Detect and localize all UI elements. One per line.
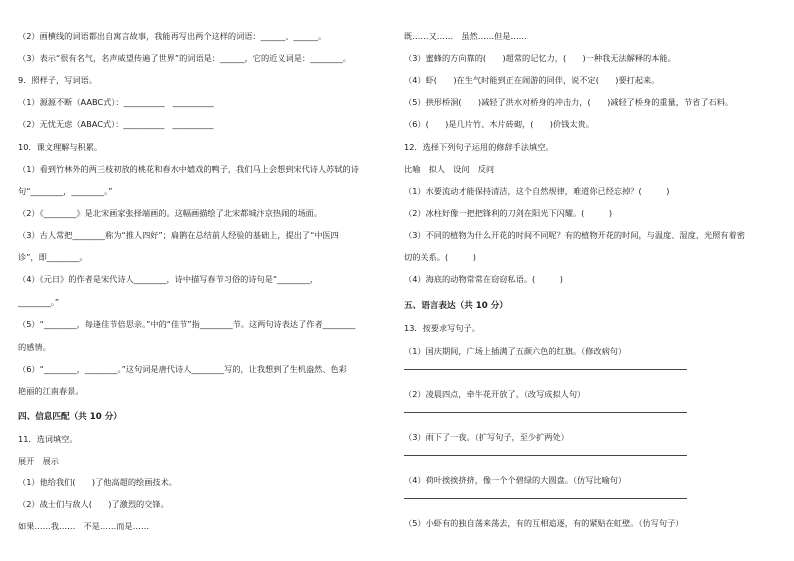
question-line: 13．按要求写句子。 bbox=[404, 323, 480, 333]
question-line: （4）海底的动物常常在窃窃私语。( ) bbox=[404, 274, 563, 284]
section-heading: 五、语言表达（共 10 分） bbox=[404, 301, 508, 311]
question-line: （5）拱形桥洞( )减轻了洪水对桥身的冲击力，( )减轻了桥身的重量，节省了石料。 bbox=[404, 97, 734, 107]
answer-line[interactable] bbox=[404, 412, 687, 413]
question-line: 11．选词填空。 bbox=[18, 434, 78, 444]
question-line: 既……又…… 虽然……但是…… bbox=[404, 31, 527, 41]
question-line: 如果……我…… 不是……而是…… bbox=[18, 521, 150, 531]
answer-line[interactable] bbox=[404, 455, 687, 456]
question-line: （3）雨下了一夜。（扩写句子，至少扩两处） bbox=[404, 432, 569, 442]
question-line: 10．课文理解与积累。 bbox=[18, 142, 103, 152]
question-line: 9．照样子，写词语。 bbox=[18, 75, 97, 85]
question-line: 艳丽的江南春景。 bbox=[18, 386, 84, 396]
question-line: （4）《元日》的作者是宋代诗人________，诗中描写春节习俗的诗句是“________， bbox=[18, 274, 319, 284]
question-line: （2）无忧无虑（ABAC式）：__________ __________ bbox=[18, 119, 214, 129]
question-line: （5）小虾有的独自荡来荡去，有的互相追逐，有的紧贴在虹壁。（仿写句子） bbox=[404, 518, 684, 528]
question-line: （6）“________，________。”这句词是唐代诗人________写的，让我想到了生机盎然、色彩 bbox=[18, 364, 347, 374]
question-line: （2）《________》是北宋画家张择端画的。这幅画描绘了北宋都城汴京热闹的场面。 bbox=[18, 208, 323, 218]
question-line: 展开 展示 bbox=[18, 456, 59, 466]
question-line: （3）表示“很有名气，名声威望传遍了世界”的词语是：______，它的近义词是：________。 bbox=[18, 53, 352, 63]
question-line: 12．选择下列句子运用的修辞手法填空。 bbox=[404, 142, 554, 152]
question-line: 的感情。 bbox=[18, 342, 51, 352]
question-line: （3）蜜蜂的方向靠的( )超常的记忆力，( )一种我无法解释的本能。 bbox=[404, 53, 676, 63]
question-line: （1）他给我们( )了他高超的绘画技术。 bbox=[18, 477, 177, 487]
question-line: （3）不同的植物为什么开花的时间不同呢？有的植物开花的时间，与温度、湿度、光照有着密 bbox=[404, 230, 745, 240]
question-line: （2）战士们与敌人( )了激烈的交锋。 bbox=[18, 499, 169, 509]
question-line: 诊”，即________。 bbox=[18, 252, 88, 262]
section-heading: 四、信息匹配（共 10 分） bbox=[18, 412, 122, 422]
question-line: 切的关系。( ) bbox=[404, 252, 476, 262]
question-line: （4）荷叶挨挨挤挤，像一个个碧绿的大圆盘。（仿写比喻句） bbox=[404, 475, 627, 485]
question-line: （1）源源不断（AABC式）：__________ __________ bbox=[18, 97, 214, 107]
question-line: （2）凌晨四点，牵牛花开放了。（改写成拟人句） bbox=[404, 389, 586, 399]
question-line: （5）“________，每逢佳节倍思亲。”中的“佳节”指________节。这两句诗表达了作者________ bbox=[18, 319, 356, 329]
question-line: （1）水要流动才能保持清洁，这个自然规律，难道你已经忘掉？( ) bbox=[404, 186, 670, 196]
question-line: （2）画横线的词语都出自寓言故事，我能再写出两个这样的词语：______、______。 bbox=[18, 31, 327, 41]
answer-line[interactable] bbox=[404, 498, 687, 499]
question-line: （4）虾( )在生气时能到正在闹游的同伴，说不定( )要打起来。 bbox=[404, 75, 660, 85]
question-line: （1）国庆期间，广场上插满了五颜六色的红旗。（修改病句） bbox=[404, 346, 627, 356]
question-line: （1）看到竹林外的两三枝初放的桃花和春水中嬉戏的鸭子，我们马上会想到宋代诗人苏轼的诗 bbox=[18, 164, 359, 174]
answer-line[interactable] bbox=[404, 369, 687, 370]
question-line: 句“________，________。” bbox=[18, 186, 113, 196]
question-line: （6）( )是几片竹、木片砖砌，( )价钱太贵。 bbox=[404, 119, 594, 129]
question-line: 比喻 拟人 设问 反问 bbox=[404, 164, 495, 174]
question-line: ________。” bbox=[18, 297, 60, 307]
question-line: （2）冰柱好像一把把锋利的刀剑在阳光下闪耀。( ) bbox=[404, 208, 613, 218]
question-line: （3）古人常把________称为“推人四好”；扁鹊在总结前人经验的基础上，提出了“中医四 bbox=[18, 230, 339, 240]
